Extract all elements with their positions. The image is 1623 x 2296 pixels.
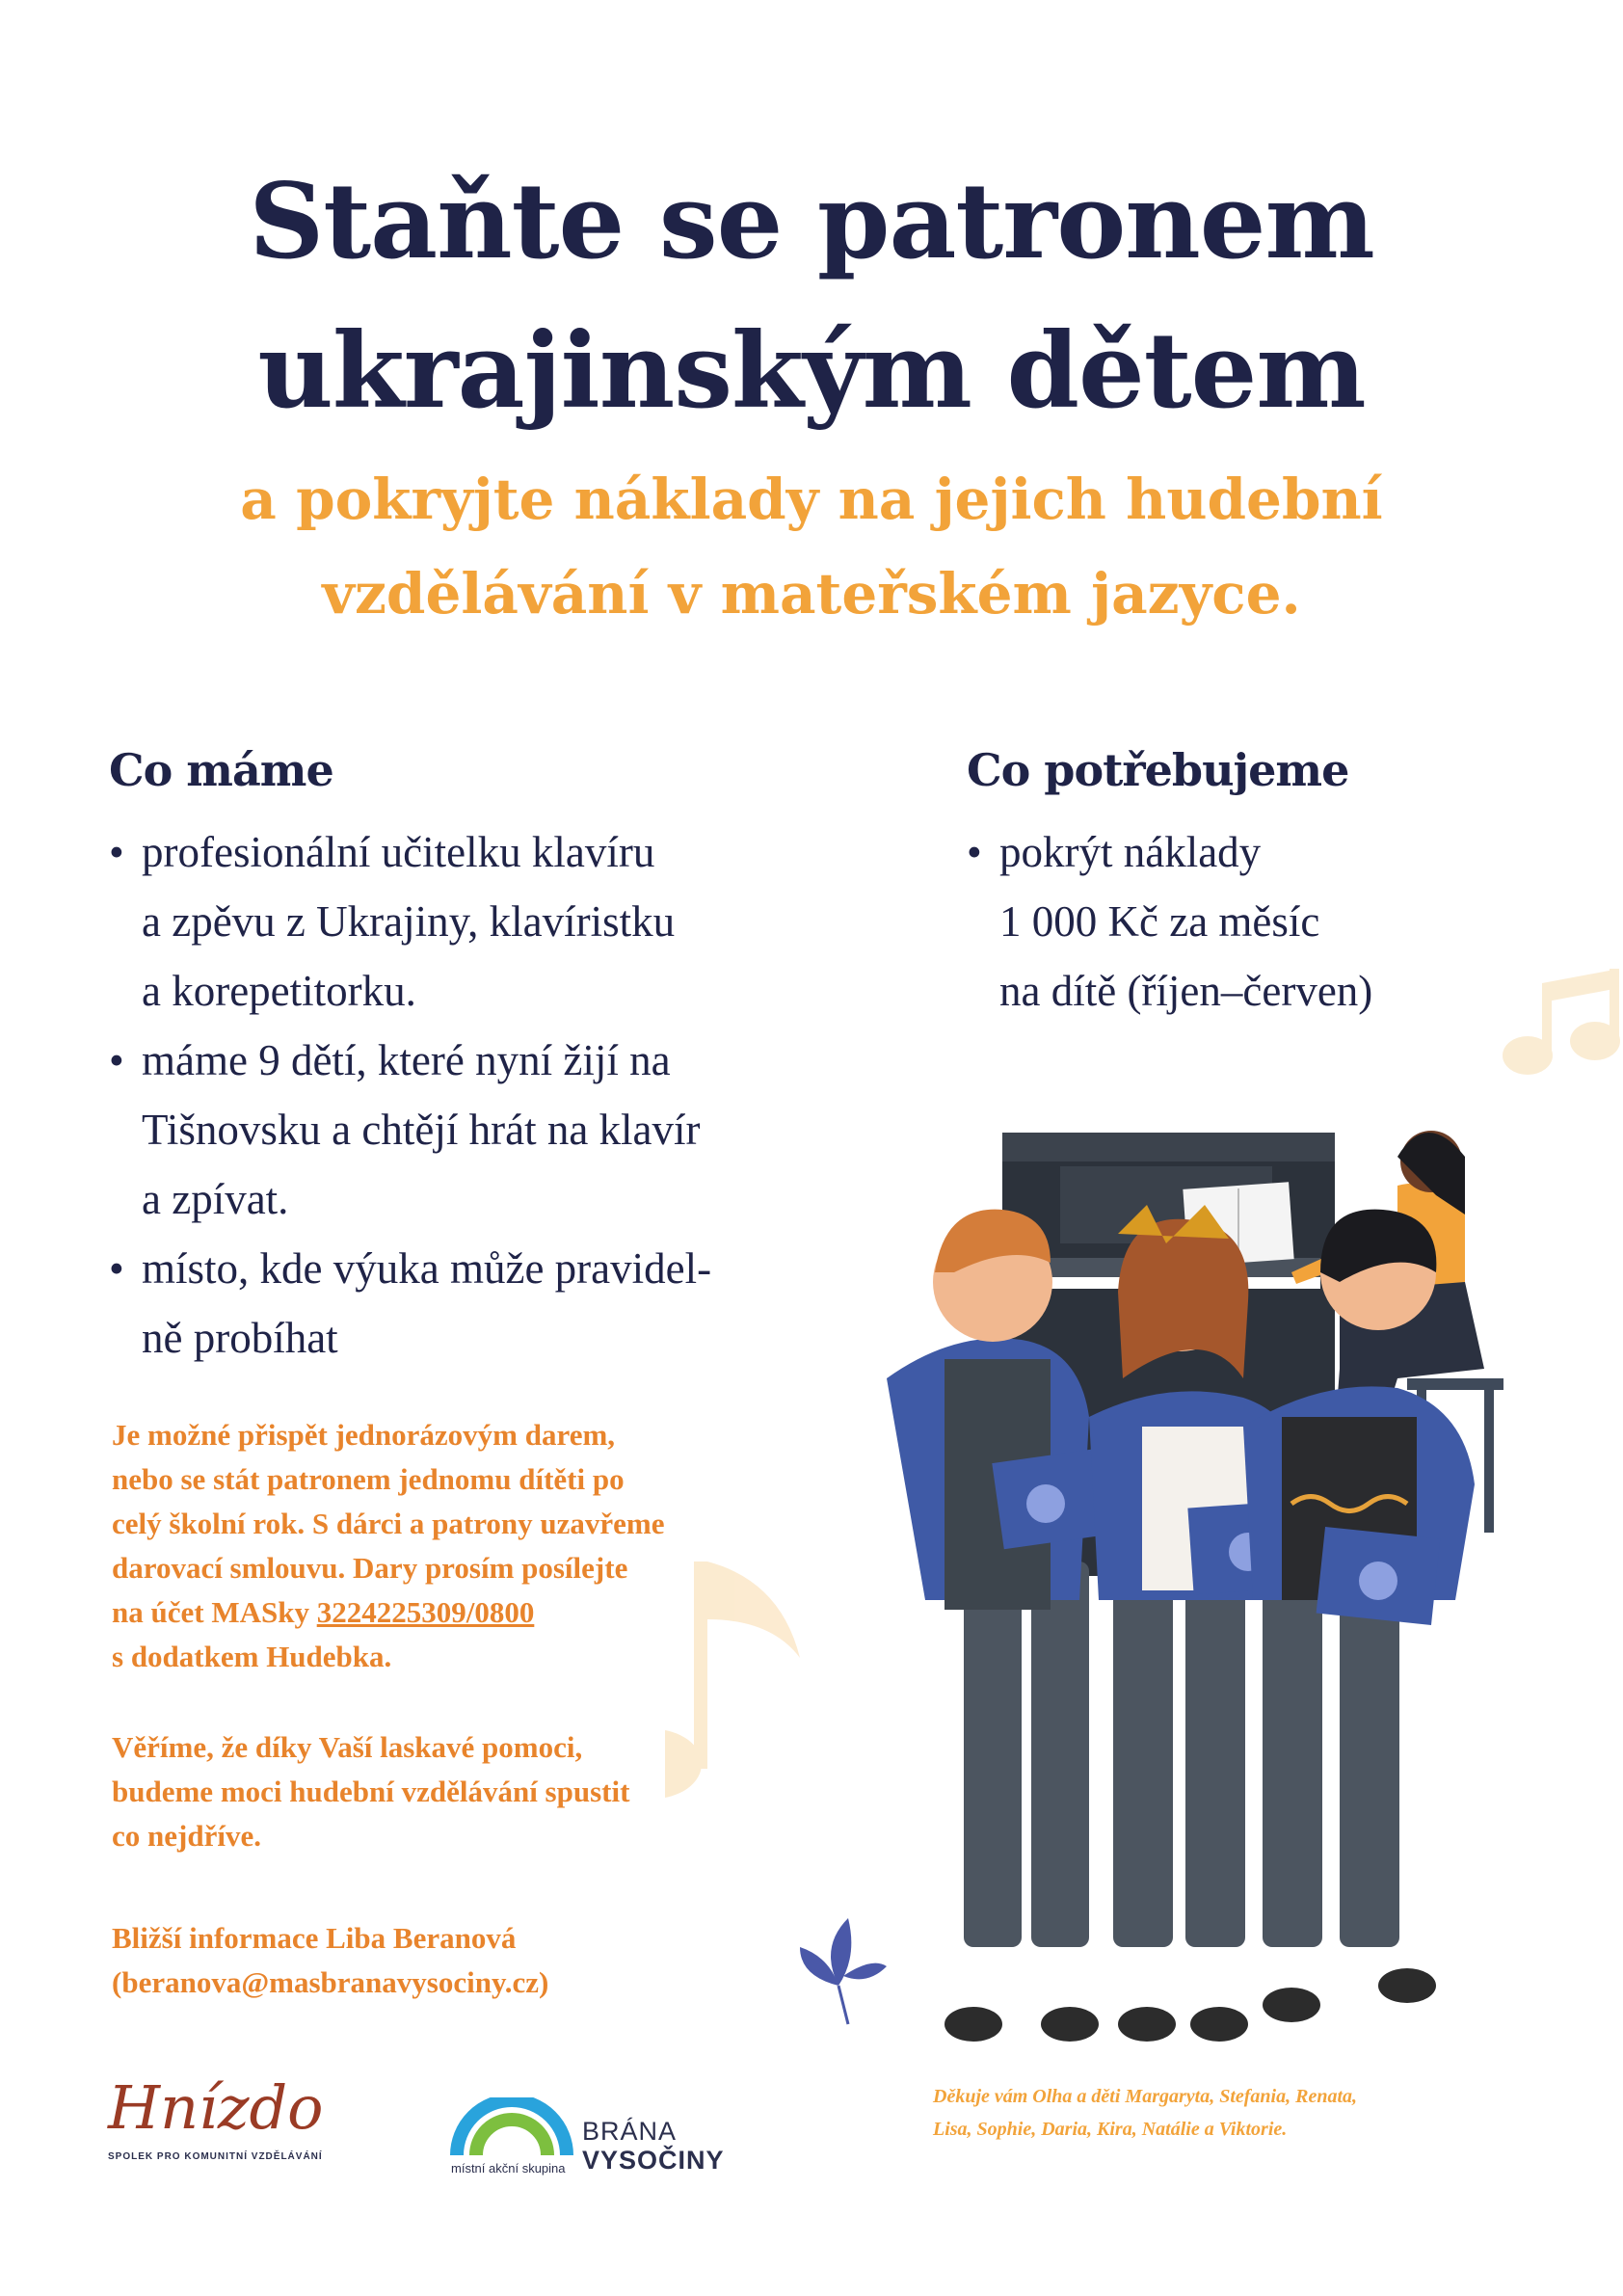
rainbow-icon	[449, 2097, 574, 2157]
have-heading: Co máme	[109, 744, 333, 796]
subtitle-line-1: a pokryjte náklady na jejich hudební	[240, 467, 1383, 532]
title-line-2: ukrajinským dětem	[257, 310, 1366, 432]
have-item: • máme 9 dětí, které nyní žijí na Tišnovsku a chtějí hrát na klavír a zpívat.	[109, 1026, 899, 1234]
have-item: • místo, kde výuka může pravidel- ně probíhat	[109, 1234, 899, 1373]
hnizdo-logo: Hnízdo SPOLEK PRO KOMUNITNÍ VZDĚLÁVÁNÍ	[108, 2072, 324, 2162]
leaf-branch	[800, 1918, 887, 2024]
donate-paragraph: Je možné přispět jednorázovým darem, nebo se stát patronem jednomu dítěti po celý školní rok. S dárci a patrony uzavřeme darovací smlouvu. Dary prosím posílejte na účet MASky 3224225309/0800 s dodatkem Hudebka.	[112, 1418, 665, 1673]
have-item: • profesionální učitelku klavíru a zpěvu z Ukrajiny, klavíristku a korepetitorku.	[109, 817, 899, 1026]
contact-paragraph: Bližší informace Liba Beranová (beranova@masbranavysociny.cz)	[112, 1916, 806, 2005]
subtitle-line-2: vzdělávání v mateřském jazyce.	[322, 561, 1301, 627]
bank-account-link[interactable]: 3224225309/0800	[316, 1595, 535, 1629]
thanks-note: Děkuje vám Olha a děti Margaryta, Stefania, Renata, Lisa, Sophie, Daria, Kira, Natálie a Viktorie.	[933, 2086, 1357, 2140]
music-note-icon	[665, 1562, 800, 1799]
contact-email[interactable]: (beranova@masbranavysociny.cz)	[112, 1965, 549, 1999]
need-heading: Co potřebujeme	[967, 744, 1349, 796]
need-item: • pokrýt náklady 1 000 Kč za měsíc na dítě (říjen–červen)	[967, 817, 1506, 1026]
brana-vysociny-logo: místní akční skupina BRÁNA VYSOČINY	[449, 2097, 738, 2203]
music-note-icon	[1503, 969, 1620, 1075]
music-illustration	[665, 964, 1623, 2121]
title-line-1: Staňte se patronem	[249, 161, 1374, 282]
hope-paragraph: Věříme, že díky Vaší laskavé pomoci, budeme moci hudební vzdělávání spustit co nejdříve.	[112, 1730, 630, 1853]
